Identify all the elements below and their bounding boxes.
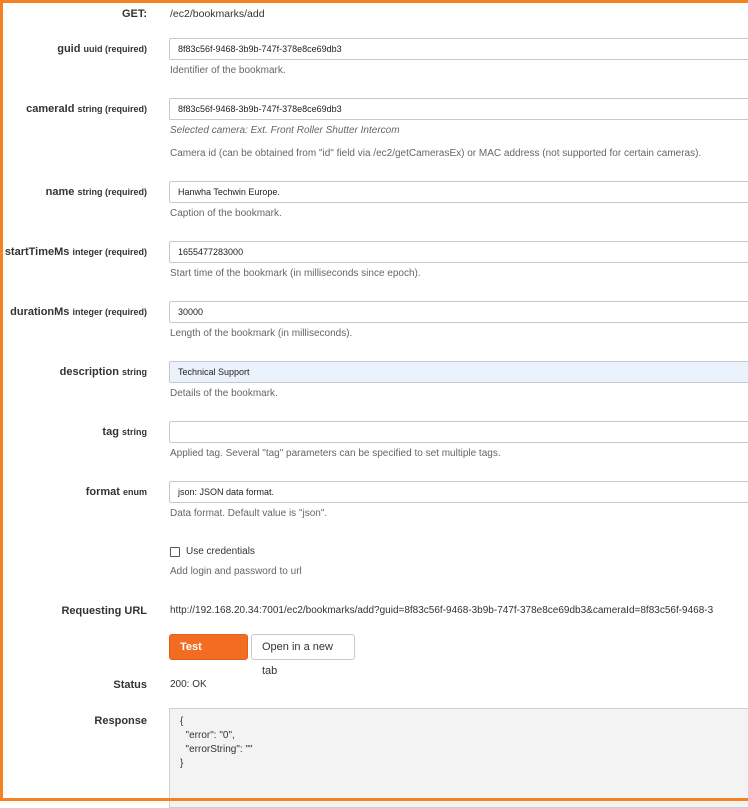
param-name: description bbox=[59, 366, 119, 378]
status-value: 200: OK bbox=[170, 679, 207, 690]
description-hint: Details of the bookmark. bbox=[170, 388, 278, 399]
starttimems-input[interactable] bbox=[169, 241, 748, 263]
test-method-button[interactable]: Test method bbox=[169, 634, 248, 660]
param-type: enum bbox=[122, 487, 147, 497]
format-hint: Data format. Default value is "json". bbox=[170, 508, 328, 519]
status-label: Status bbox=[113, 679, 147, 691]
param-type: string bbox=[121, 427, 147, 437]
durationms-hint: Length of the bookmark (in milliseconds). bbox=[170, 328, 353, 339]
param-label-starttimems bbox=[5, 246, 147, 258]
param-name: guid bbox=[57, 43, 81, 55]
description-input[interactable] bbox=[169, 361, 748, 383]
param-name: format bbox=[85, 486, 120, 498]
use-credentials-checkbox[interactable] bbox=[170, 547, 180, 557]
requesting-url: http://192.168.20.34:7001/ec2/bookmarks/add?guid=8f83c56f-9468-3b9b-747f-378e8ce69db3&cameraId=8f83c56f-9468-3 bbox=[170, 605, 714, 616]
param-name: name bbox=[45, 186, 75, 198]
endpoint-path: /ec2/bookmarks/add bbox=[170, 8, 265, 20]
open-new-tab-button[interactable]: Open in a new tab bbox=[251, 634, 355, 660]
param-type: string bbox=[121, 367, 147, 377]
selected-camera-hint: Selected camera: Ext. Front Roller Shutter Intercom bbox=[170, 125, 400, 136]
param-label-tag bbox=[102, 426, 147, 438]
method-label: GET: bbox=[121, 8, 147, 20]
param-label-durationms bbox=[10, 306, 147, 318]
param-name: startTimeMs bbox=[4, 246, 70, 258]
param-type: uuid (required) bbox=[83, 44, 147, 54]
param-label-description bbox=[60, 366, 147, 378]
tag-input[interactable] bbox=[169, 421, 748, 443]
param-label-cameraid bbox=[26, 103, 147, 115]
guid-input[interactable] bbox=[169, 38, 748, 60]
param-type: string (required) bbox=[77, 187, 147, 197]
tag-hint: Applied tag. Several "tag" parameters can be specified to set multiple tags. bbox=[170, 448, 501, 459]
param-name: durationMs bbox=[10, 306, 70, 318]
param-type: integer (required) bbox=[72, 307, 147, 317]
param-type: integer (required) bbox=[72, 247, 147, 257]
starttimems-hint: Start time of the bookmark (in milliseconds since epoch). bbox=[170, 268, 421, 279]
credentials-hint: Add login and password to url bbox=[170, 566, 302, 577]
durationms-input[interactable] bbox=[169, 301, 748, 323]
guid-hint: Identifier of the bookmark. bbox=[170, 65, 286, 76]
format-selected-value: json: JSON data format. bbox=[178, 487, 275, 497]
param-name: cameraId bbox=[26, 103, 75, 115]
param-name: tag bbox=[102, 426, 119, 438]
param-label-guid bbox=[57, 43, 147, 55]
use-credentials-label[interactable]: Use credentials bbox=[186, 546, 255, 557]
response-body: { "error": "0", "errorString": "" } bbox=[169, 708, 748, 808]
response-label: Response bbox=[94, 715, 147, 727]
name-hint: Caption of the bookmark. bbox=[170, 208, 282, 219]
param-type: string (required) bbox=[77, 104, 147, 114]
name-input[interactable] bbox=[169, 181, 748, 203]
cameraid-hint: Camera id (can be obtained from "id" field via /ec2/getCamerasEx) or MAC address (not supported for certain cameras). bbox=[170, 148, 702, 159]
param-label-name bbox=[46, 186, 147, 198]
param-label-format bbox=[86, 486, 147, 498]
requesting-url-label: Requesting URL bbox=[61, 605, 147, 617]
cameraid-input[interactable] bbox=[169, 98, 748, 120]
format-select[interactable] bbox=[169, 481, 748, 503]
